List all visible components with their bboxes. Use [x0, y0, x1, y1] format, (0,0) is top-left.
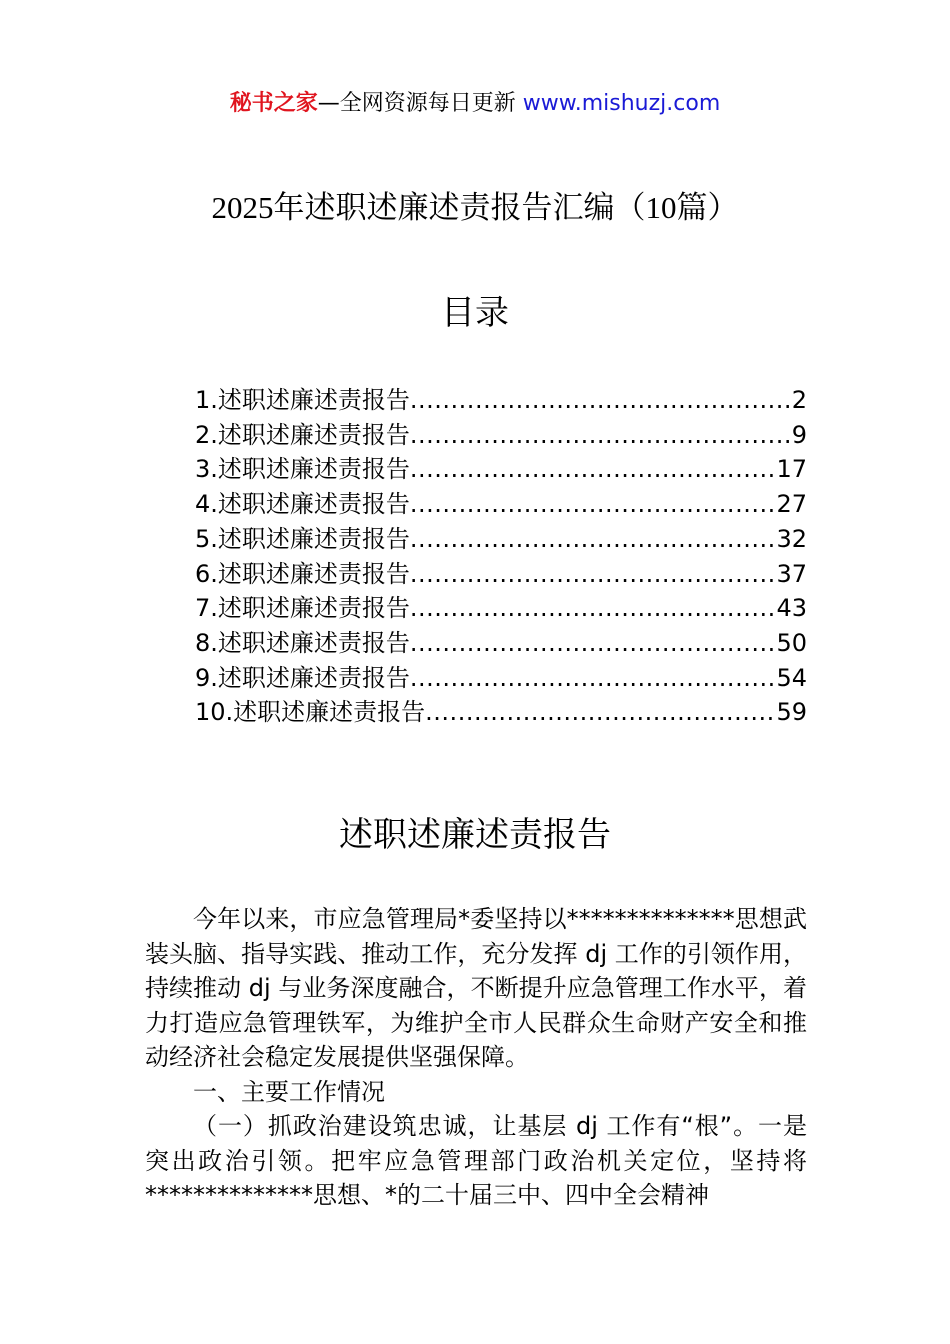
title-year: 2025: [211, 190, 274, 225]
toc-entry-page: 9: [791, 420, 807, 449]
toc-leader-dots: [410, 383, 792, 418]
title-count: 10: [645, 190, 677, 225]
site-tagline: —全网资源每日更新: [317, 91, 523, 116]
toc-heading: 目录: [441, 293, 509, 333]
site-url-link[interactable]: www.mishuzj.com: [522, 91, 721, 116]
toc-entry[interactable]: [195, 661, 807, 696]
section-body: [145, 902, 807, 1213]
toc-entry-page: 54: [776, 663, 807, 692]
body-subheading: 一、主要工作情况: [193, 1077, 385, 1106]
toc-entry[interactable]: [195, 522, 807, 557]
toc-entry-page: 2: [791, 386, 807, 414]
toc-entry-title: 6.述职述廉述责报告: [195, 559, 410, 588]
toc-entry[interactable]: [195, 591, 807, 626]
toc-entry-title: 3.述职述廉述责报告: [195, 455, 410, 484]
toc-entry-page: 37: [776, 559, 807, 588]
toc-entry[interactable]: [195, 487, 807, 522]
toc-entry-title: 2.述职述廉述责报告: [195, 420, 410, 449]
toc-entry-page: 50: [776, 628, 807, 657]
toc-entry-title: 5.述职述廉述责报告: [195, 524, 410, 553]
toc-entry[interactable]: [195, 418, 807, 453]
toc-leader-dots: [425, 695, 776, 730]
body-paragraph: （一）抓政治建设筑忠诚，让基层 dj 工作有“根”。一是突出政治引领。把牢应急管理部门政治机关定位，坚持将**************思想、*的二十届三中、四中全会精神: [145, 1112, 807, 1209]
toc-leader-dots: [410, 557, 777, 592]
toc-leader-dots: [410, 487, 777, 522]
toc-leader-dots: [410, 452, 777, 487]
site-header: [0, 88, 950, 120]
toc-leader-dots: [410, 591, 777, 626]
title-main: 年述职述廉述责报告汇编（: [273, 190, 646, 226]
title-end: 篇）: [676, 190, 739, 226]
toc-entry-page: 59: [776, 698, 807, 727]
section-title: 述职述廉述责报告: [339, 815, 611, 855]
toc-entry-page: 27: [776, 490, 807, 519]
toc-entry-title: 4.述职述廉述责报告: [195, 490, 410, 519]
toc-entry-page: 43: [776, 594, 807, 623]
toc-entry[interactable]: [195, 452, 807, 487]
toc-entry[interactable]: [195, 557, 807, 592]
toc-entry-title: 10.述职述廉述责报告: [195, 698, 426, 727]
toc-entry[interactable]: [195, 695, 807, 730]
toc-entry-page: 32: [776, 524, 807, 553]
toc-entry-title: 9.述职述廉述责报告: [195, 663, 410, 692]
toc-entry-title: 7.述职述廉述责报告: [195, 594, 410, 623]
toc-leader-dots: [410, 418, 792, 453]
toc-leader-dots: [410, 626, 777, 661]
toc-entry-title: 1.述职述廉述责报告: [195, 386, 410, 414]
toc-entry[interactable]: [195, 383, 807, 418]
table-of-contents: [195, 383, 807, 730]
toc-leader-dots: [410, 661, 777, 696]
body-paragraph: 今年以来，市应急管理局*委坚持以**************思想武装头脑、指导实践、推动工作，充分发挥 dj 工作的引领作用，持续推动 dj 与业务深度融合，不断提升应急管理工作水平，着力打造应急管理铁军，为维护全市人民群众生命财产安全和推动经济社会稳定发展提供坚强保障。: [145, 905, 807, 1071]
toc-entry-page: 17: [776, 455, 807, 484]
document-title: [0, 186, 950, 230]
toc-entry-title: 8.述职述廉述责报告: [195, 628, 410, 657]
site-brand: 秘书之家: [229, 91, 318, 116]
toc-entry[interactable]: [195, 626, 807, 661]
toc-leader-dots: [410, 522, 777, 557]
